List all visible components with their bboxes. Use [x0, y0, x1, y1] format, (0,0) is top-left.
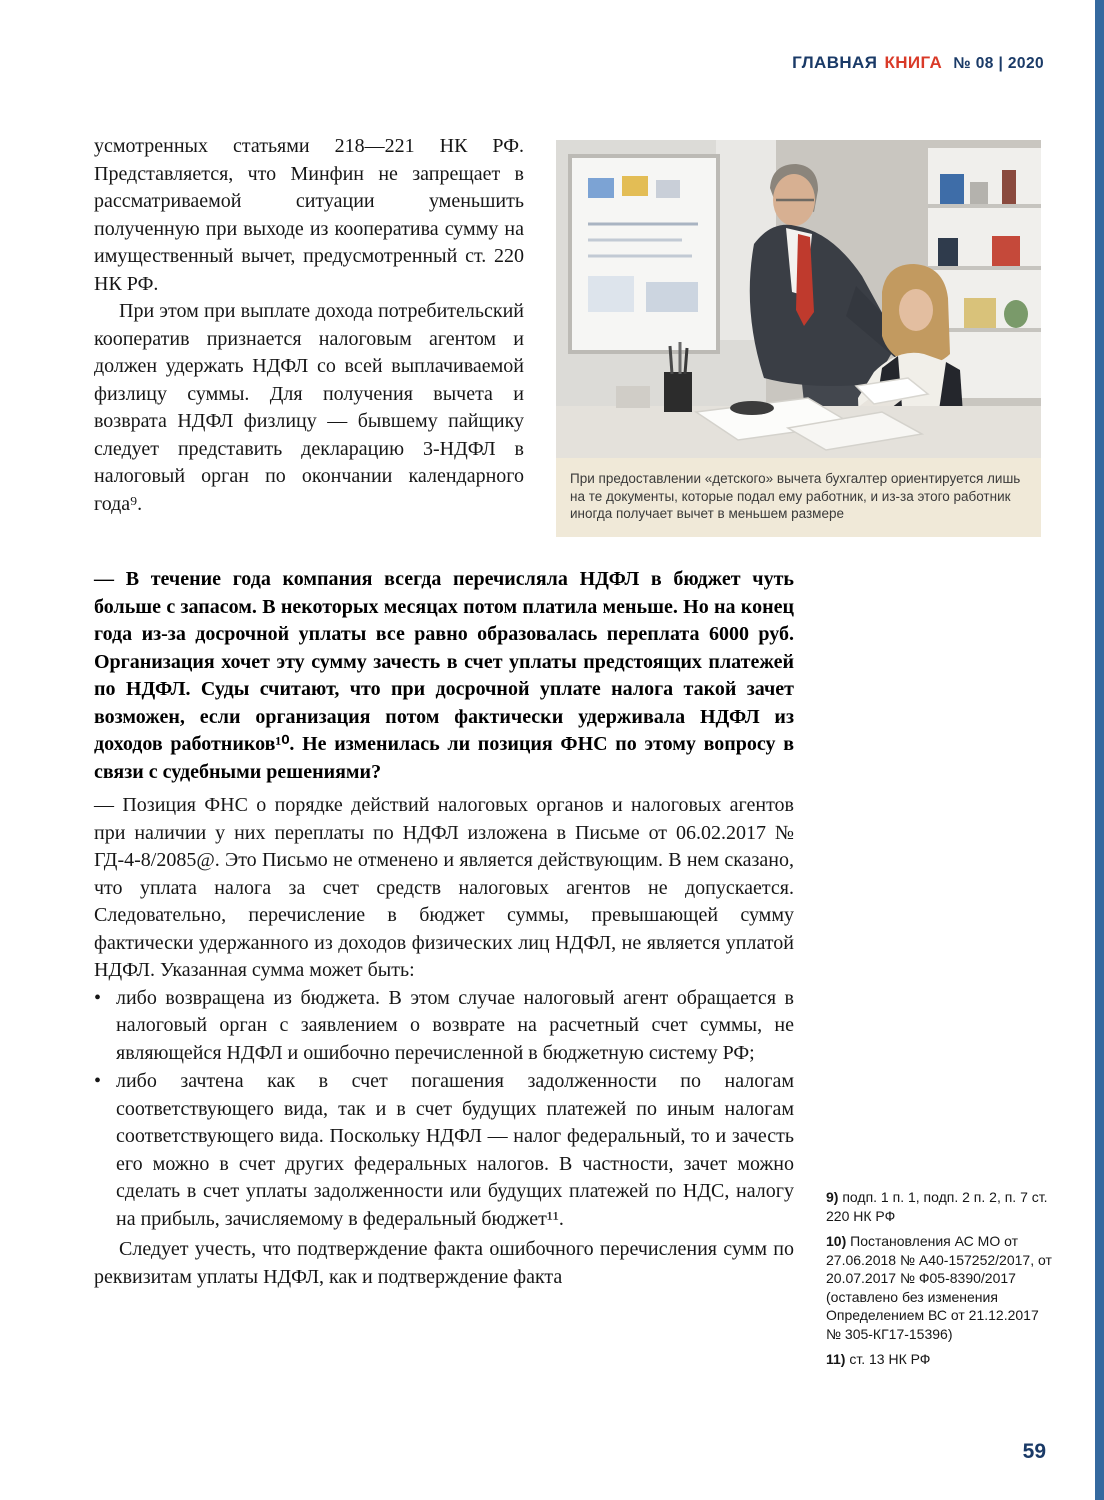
photo-block	[556, 140, 1041, 537]
footnote-text: подп. 1 п. 1, подп. 2 п. 2, п. 7 ст. 220 НК РФ	[826, 1189, 1048, 1224]
page-header	[792, 53, 1044, 73]
office-photo-illustration	[556, 140, 1041, 458]
bullet-text: либо зачтена как в счет погашения задолженности по налогам соответствующего вида, так и в счет будущих платежей по иным налогам соответствующего вида. Поскольку НДФЛ — налог федеральный, то и зачесть его можно в счет других федеральных налогов. В частности, зачет можно сделать в счет уплаты задолженности или будущих платежей по НДС, налогу на прибыль, зачисляемому в федеральный бюджет¹¹.	[116, 1070, 794, 1230]
footnotes	[826, 1188, 1056, 1376]
footnote-number: 11)	[826, 1351, 846, 1367]
question-answer-section	[94, 566, 794, 1291]
page-number: 59	[1022, 1440, 1046, 1463]
footnote-number: 10)	[826, 1233, 847, 1249]
intro-paragraph-1: усмотренных статьями 218—221 НК РФ. Представляется, что Минфин не запрещает в рассматриваемой ситуации уменьшить полученную при выходе из кооператива сумму на имущественный вычет, предусмотренный ст. 220 НК РФ.	[94, 135, 524, 295]
footnote-10	[826, 1232, 1056, 1343]
page-edge-stripe	[1095, 0, 1104, 1500]
photo-caption: При предоставлении «детского» вычета бухгалтер ориентируется лишь на те документы, которые подал ему работник, и из-за этого работник иногда получает вычет в меньшем размере	[556, 458, 1041, 537]
issue-number: № 08 | 2020	[953, 55, 1044, 72]
bullet-icon: •	[94, 1070, 102, 1092]
magazine-brand-glavnaya: ГЛАВНАЯ	[792, 53, 878, 72]
magazine-brand-kniga: КНИГА	[884, 53, 943, 72]
footnote-9	[826, 1188, 1056, 1225]
footnote-number: 9)	[826, 1189, 839, 1205]
footnote-text: Постановления АС МО от 27.06.2018 № А40-157252/2017, от 20.07.2017 № Ф05-8390/2017 (оставлено без изменения Определением ВС от 21.12.2017 № 305-КГ17-15396)	[826, 1233, 1052, 1342]
answer-bullet-list	[94, 985, 794, 1234]
footnote-text: ст. 13 НК РФ	[849, 1351, 931, 1367]
reader-question: — В течение года компания всегда перечисляла НДФЛ в бюджет чуть больше с запасом. В некоторых месяцах потом платила меньше. Но на конец года из-за досрочной уплаты все равно образовалась переплата 6000 руб. Организация хочет эту сумму зачесть в счет уплаты предстоящих платежей по НДФЛ. Суды считают, что при досрочной уплате налога такой зачет возможен, если организация потом фактически удерживала НДФЛ из доходов работников¹⁰. Не изменилась ли позиция ФНС по этому вопросу в связи с судебными решениями?	[94, 568, 794, 783]
closing-paragraph: Следует учесть, что подтверждение факта ошибочного перечисления сумм по реквизитам уплаты НДФЛ, как и подтверждение факта	[94, 1238, 794, 1288]
bullet-icon: •	[94, 986, 102, 1009]
office-photo	[556, 140, 1041, 458]
list-item	[94, 1068, 794, 1233]
intro-column	[94, 133, 524, 518]
office-shelf	[928, 148, 1041, 398]
footnote-11	[826, 1350, 1056, 1369]
answer-intro: — Позиция ФНС о порядке действий налоговых органов и налоговых агентов при наличии у них переплаты по НДФЛ изложена в Письме от 06.02.2017 № ГД-4-8/2085@. Это Письмо не отменено и является действующим. В нем сказано, что уплата налога за счет средств налоговых агентов не допускается. Следовательно, перечисление в бюджет суммы, превышающей сумму фактически удержанного из доходов физических лиц НДФЛ, не является уплатой НДФЛ. Указанная сумма может быть:	[94, 794, 794, 981]
whiteboard	[570, 156, 718, 352]
intro-paragraph-2: При этом при выплате дохода потребительский кооператив признается налоговым агентом и должен удержать НДФЛ со всей выплачиваемой физлицу суммы. Для получения вычета и возврата НДФЛ физлицу — бывшему пайщику следует представить декларацию 3-НДФЛ в налоговый орган по окончании календарного года⁹.	[94, 300, 524, 515]
list-item	[94, 985, 794, 1068]
bullet-text: либо возвращена из бюджета. В этом случае налоговый агент обращается в налоговый орган с заявлением о возврате на расчетный счет суммы, не являющейся НДФЛ и ошибочно перечисленной в бюджетную систему РФ;	[116, 986, 794, 1064]
